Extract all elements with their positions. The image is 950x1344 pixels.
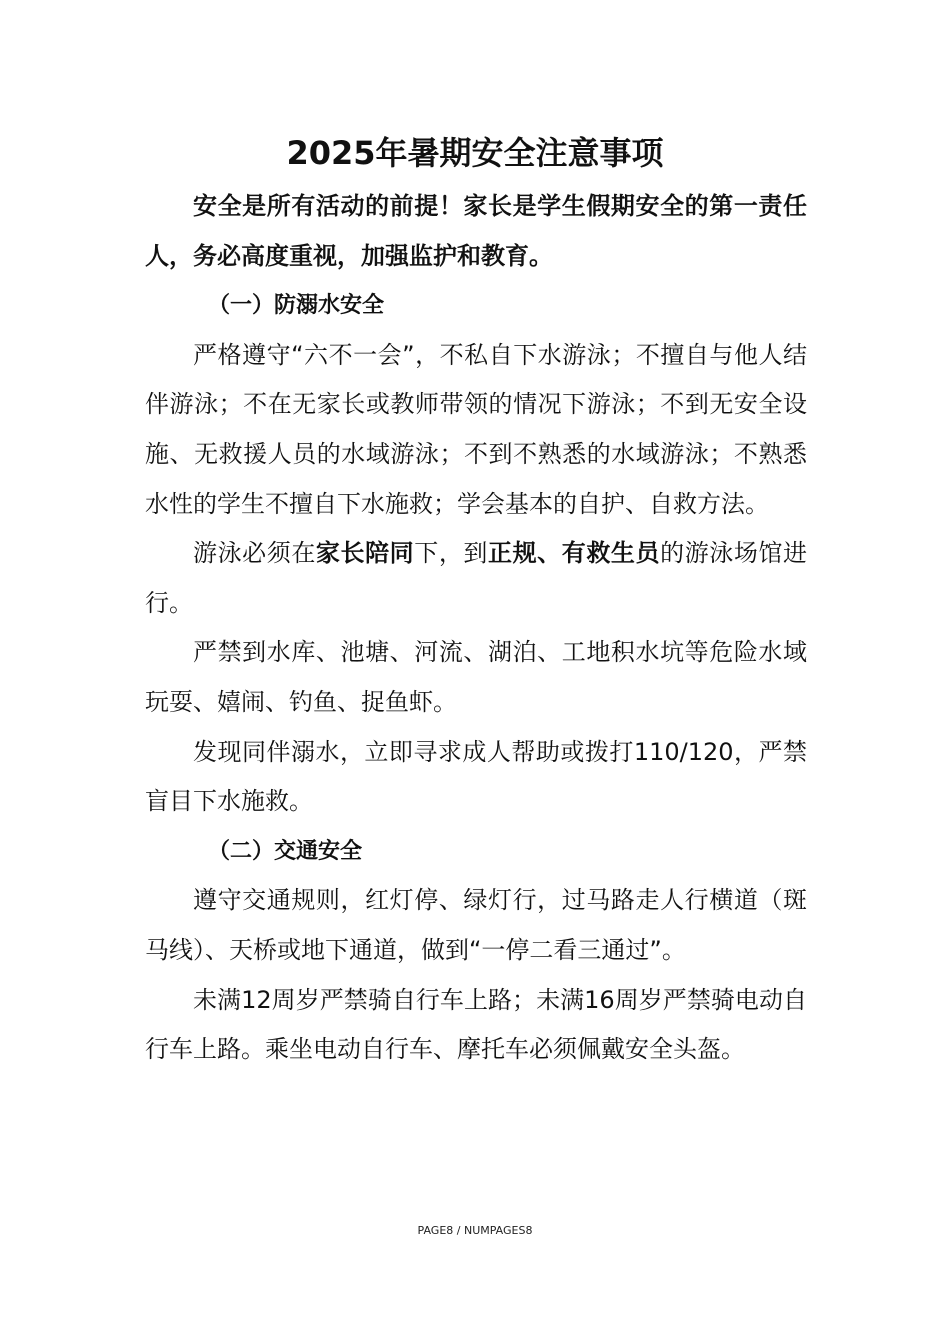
section-heading-drowning: （一）防溺水安全 (208, 293, 385, 319)
section-heading-traffic: （二）交通安全 (208, 838, 363, 864)
bold-run-lifeguard: 正规、有救生员 (488, 539, 661, 568)
drowning-paragraph-3: 严禁到水库、池塘、河流、湖泊、工地积水坑等危险水域玩耍、嬉闹、钓鱼、捉鱼虾。 (145, 638, 807, 716)
intro-paragraph: 安全是所有活动的前提！家长是学生假期安全的第一责任人，务必高度重视，加强监护和教育。 (145, 192, 807, 270)
traffic-paragraph-2: 未满12周岁严禁骑自行车上路；未满16周岁严禁骑电动自行车上路。乘坐电动自行车、摩托车必须佩戴安全头盔。 (145, 985, 807, 1064)
drowning-paragraph-4: 发现同伴溺水，立即寻求成人帮助或拨打110/120，严禁盲目下水施救。 (145, 737, 807, 816)
text-run: 的游泳场馆进行。 (145, 539, 808, 617)
traffic-paragraph-1: 遵守交通规则，红灯停、绿灯行，过马路走人行横道（斑马线）、天桥或地下通道，做到“一停二看三通过”。 (145, 886, 807, 964)
page-footer: PAGE8 / NUMPAGES8 (417, 1224, 533, 1237)
drowning-paragraph-1: 严格遵守“六不一会”，不私自下水游泳；不擅自与他人结伴游泳；不在无家长或教师带领的情况下游泳；不到无安全设施、无救援人员的水域游泳；不到不熟悉的水域游泳；不熟悉水性的学生不擅自下水施救；学会基本的自护、自救方法。 (145, 340, 807, 518)
page-title: 2025年暑期安全注意事项 (286, 134, 664, 172)
bold-run-parent-accompany: 家长陪同 (315, 539, 415, 568)
document-body (145, 182, 807, 1075)
drowning-paragraph-2 (145, 529, 807, 628)
text-run: 下，到 (414, 539, 489, 568)
text-run: 游泳必须在 (193, 539, 316, 568)
